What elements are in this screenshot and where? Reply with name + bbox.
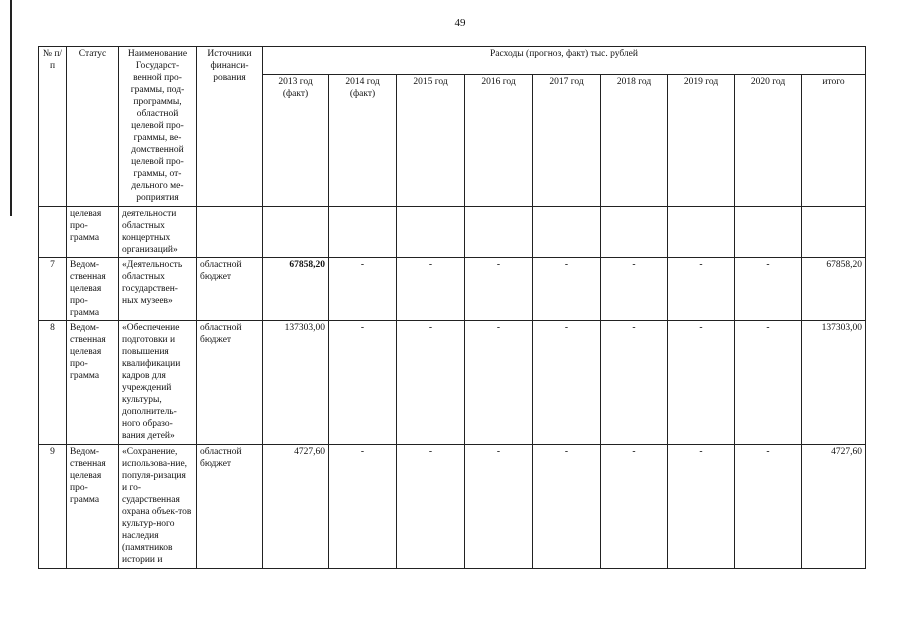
header-source: Источники финанси-рования: [197, 47, 263, 207]
status-cell: целевая про-грамма: [67, 207, 119, 258]
value-2017: -: [533, 445, 601, 569]
source-cell: областной бюджет: [197, 321, 263, 445]
value-2019: -: [668, 258, 735, 321]
page-number: 49: [454, 17, 466, 29]
table-row: [39, 258, 866, 321]
value-2017: -: [533, 258, 601, 321]
header-total: итого: [802, 75, 866, 207]
header-num: № п/п: [39, 47, 67, 207]
value-total: 67858,20: [802, 258, 866, 321]
name-cell: деятельности областных концертных организаций»: [119, 207, 197, 258]
value-2018: -: [601, 258, 668, 321]
value-2018: -: [601, 321, 668, 445]
value-2014: -: [329, 258, 397, 321]
header-year-2014: 2014 год (факт): [329, 75, 397, 207]
value-total: 4727,60: [802, 445, 866, 569]
value-2016: -: [465, 445, 533, 569]
num-cell: 7: [39, 258, 67, 321]
value-2013: 137303,00: [263, 321, 329, 445]
status-cell: Ведом-ственная целевая про-грамма: [67, 445, 119, 569]
value-total: 137303,00: [802, 321, 866, 445]
table-row: [39, 321, 866, 445]
num-cell: 9: [39, 445, 67, 569]
budget-table: [38, 46, 866, 569]
status-cell: Ведом-ственная целевая про-грамма: [67, 321, 119, 445]
header-year-2016: 2016 год: [465, 75, 533, 207]
value-2015: -: [397, 258, 465, 321]
header-status: Статус: [67, 47, 119, 207]
name-cell: «Обеспечение подготовки и повышения квалификации кадров для учреждений культуры, дополнитель-ного образо-вания детей»: [119, 321, 197, 445]
header-name-text: Наименование Государст-венной про-граммы, под-программы, областной целевой про-граммы, ве-домственной целевой про-граммы, от-дельного ме-роприятия: [127, 49, 188, 203]
header-year-2017: 2017 год: [533, 75, 601, 207]
value-2019: -: [668, 321, 735, 445]
value-2020: -: [735, 445, 802, 569]
value-2019: -: [668, 445, 735, 569]
value-2013: 4727,60: [263, 445, 329, 569]
num-cell: 8: [39, 321, 67, 445]
value-2016: -: [465, 258, 533, 321]
header-year-2020: 2020 год: [735, 75, 802, 207]
value-2014: -: [329, 321, 397, 445]
value-2016: -: [465, 321, 533, 445]
value-2020: -: [735, 258, 802, 321]
margin-bar: [10, 0, 12, 216]
value-2013: 67858,20: [263, 258, 329, 321]
header-year-2018: 2018 год: [601, 75, 668, 207]
name-cell: «Сохранение, использова-ние, популя-ризация и го-сударственная охрана объек-тов культур-ного наследия (памятников истории и: [119, 445, 197, 569]
table-row: [39, 207, 866, 258]
value-2017: -: [533, 321, 601, 445]
header-year-2013: 2013 год (факт): [263, 75, 329, 207]
value-2015: -: [397, 445, 465, 569]
name-cell: «Деятельность областных государствен-ных музеев»: [119, 258, 197, 321]
value-2015: -: [397, 321, 465, 445]
table-row: [39, 445, 866, 569]
value-2018: -: [601, 445, 668, 569]
header-row: [39, 47, 866, 75]
header-name: [119, 47, 197, 207]
header-expenses: Расходы (прогноз, факт) тыс. рублей: [263, 47, 866, 75]
value-2020: -: [735, 321, 802, 445]
source-cell: областной бюджет: [197, 445, 263, 569]
source-cell: областной бюджет: [197, 258, 263, 321]
status-cell: Ведом-ственная целевая про-грамма: [67, 258, 119, 321]
header-year-2019: 2019 год: [668, 75, 735, 207]
value-2014: -: [329, 445, 397, 569]
header-year-2015: 2015 год: [397, 75, 465, 207]
